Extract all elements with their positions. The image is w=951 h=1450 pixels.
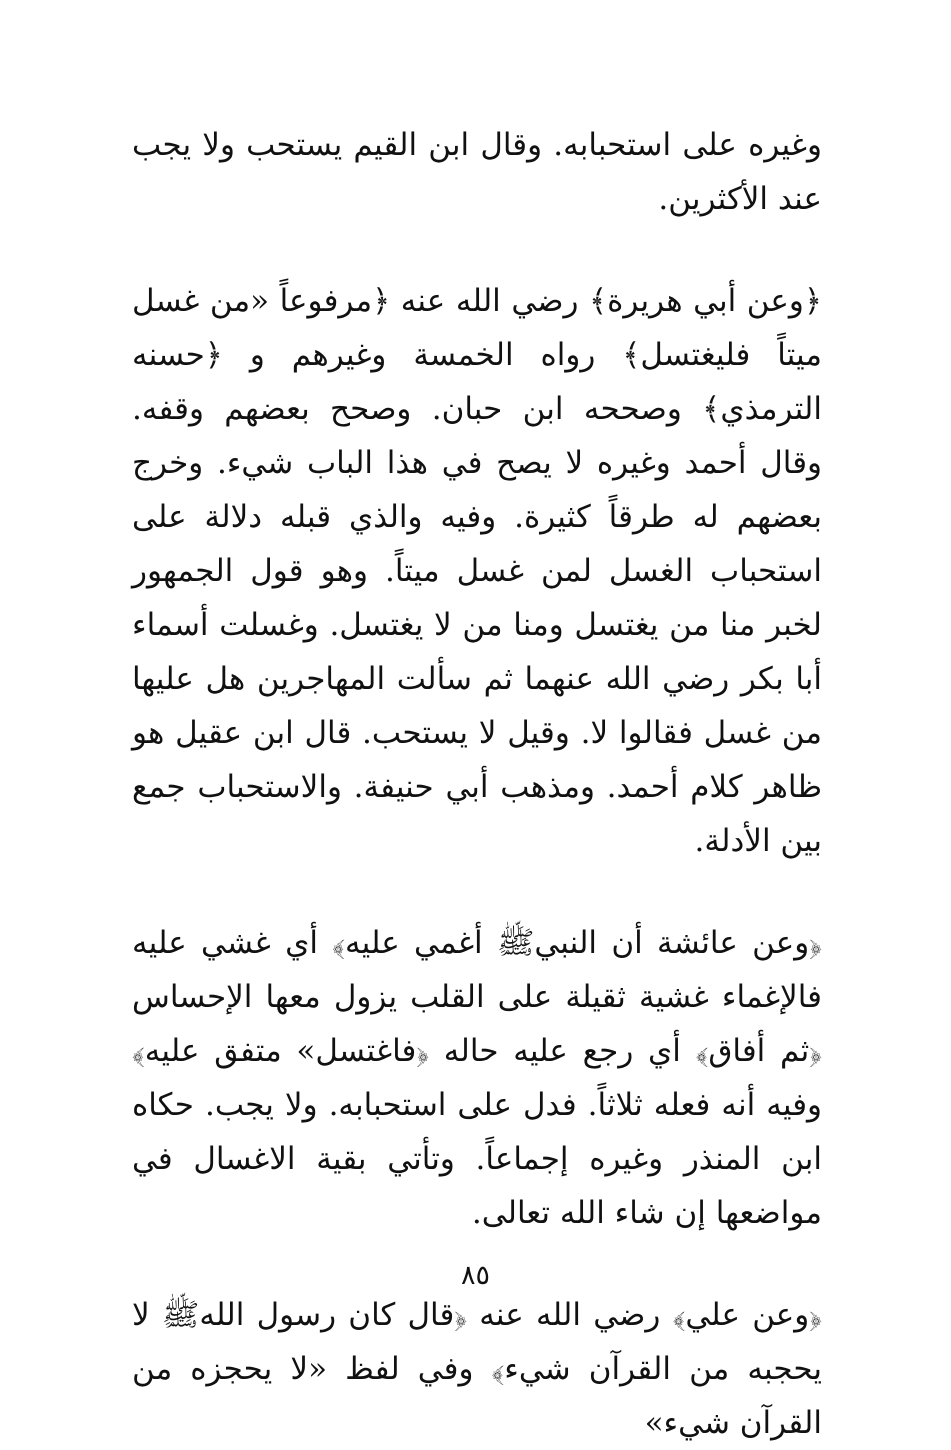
page-number: ٨٥	[460, 1260, 490, 1291]
paragraph-2: ﴿وعن أبي هريرة﴾ رضي الله عنه ﴿مرفوعاً «من غسل ميتاً فليغتسل﴾ رواه الخمسة وغيرهم و ﴿حسنه الترمذي﴾ وصححه ابن حبان. وصحح بعضهم وقفه. وقال أحمد وغيره لا يصح في هذا الباب شيء. وخرج بعضهم له طرقاً كثيرة. وفيه والذي قبله دلالة على استحباب الغسل لمن غسل ميتاً. وهو قول الجمهور لخبر منا من يغتسل ومنا من لا يغتسل. وغسلت أسماء أبا بكر رضي الله عنهما ثم سألت المهاجرين هل عليها من غسل فقالوا لا. وقيل لا يستحب. قال ابن عقيل هو ظاهر كلام أحمد. ومذهب أبي حنيفة. والاستحباب جمع بين الأدلة.	[132, 283, 822, 859]
paragraph-1: وغيره على استحبابه. وقال ابن القيم يستحب ولا يجب عند الأكثرين.	[132, 127, 822, 217]
paragraph-3: ﴿وعن عائشة أن النبيﷺ أغمي عليه﴾ أي غشي عليه فالإغماء غشية ثقيلة على القلب يزول معها الإحساس ﴿ثم أفاق﴾ أي رجع عليه حاله ﴿فاغتسل» متفق عليه﴾ وفيه أنه فعله ثلاثاً. فدل على استحبابه. ولا يجب. حكاه ابن المنذر وغيره إجماعاً. وتأتي بقية الاغسال في مواضعها إن شاء الله تعالى.	[132, 925, 822, 1231]
page-body	[132, 118, 822, 1450]
paragraph-4: ﴿وعن علي﴾ رضي الله عنه ﴿قال كان رسول اللهﷺ لا يحجبه من القرآن شيء﴾ وفي لفظ «لا يحجزه من القرآن شيء»	[132, 1297, 822, 1441]
